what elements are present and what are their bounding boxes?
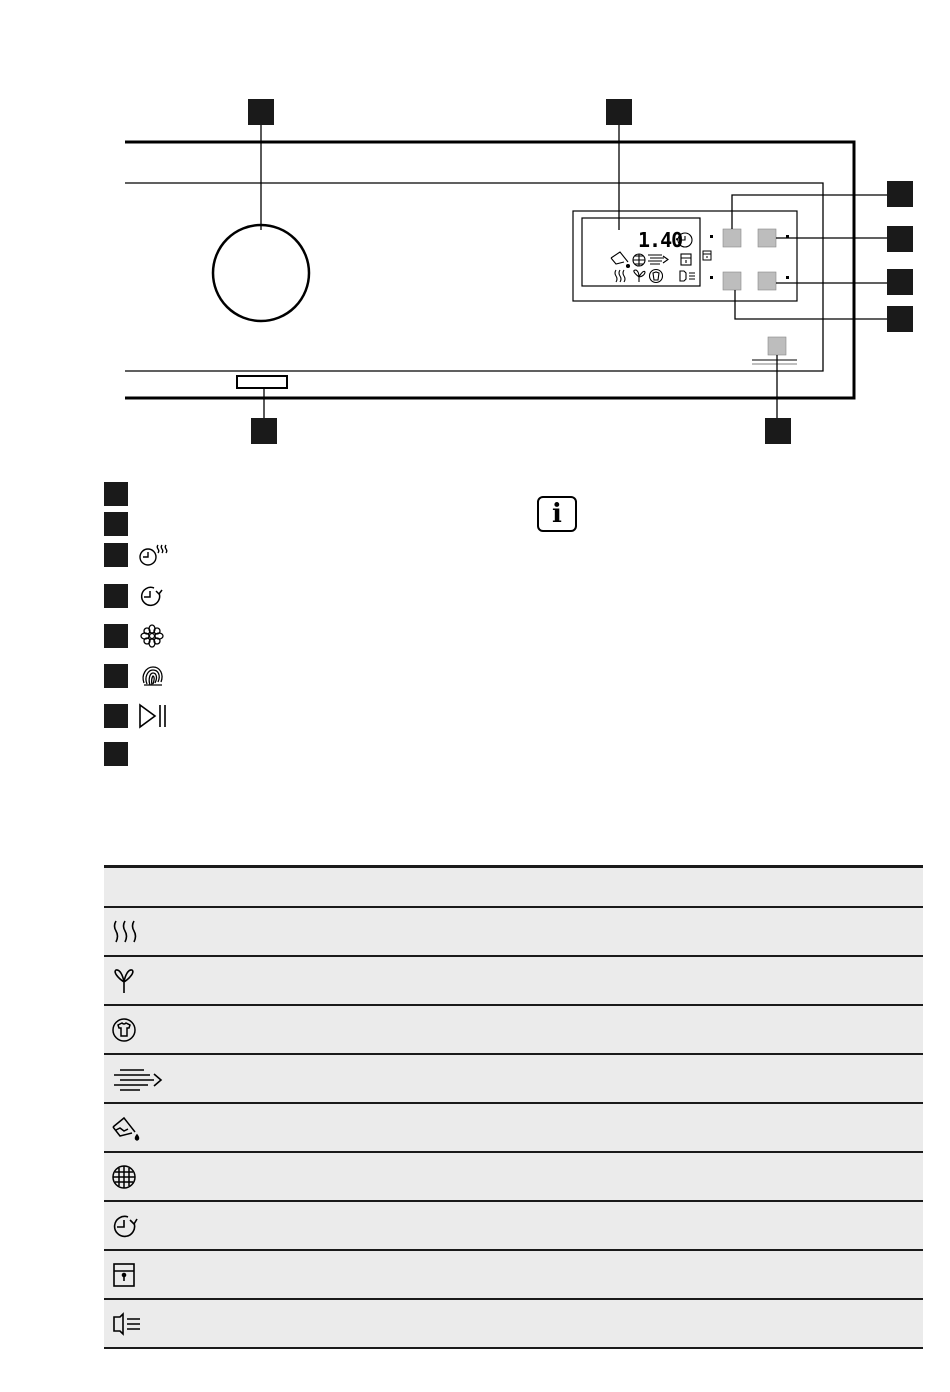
legend-number-box [104, 742, 128, 766]
legend-number-box [104, 543, 128, 567]
table-row [104, 1005, 923, 1054]
row-description [172, 907, 923, 956]
callout-bottom-left-button [887, 306, 913, 332]
display-symbols-table [104, 865, 923, 1349]
column-header-description [172, 867, 923, 908]
water-tank-icon [110, 1114, 144, 1142]
door-lock-indicator [703, 251, 711, 260]
heat-icon [110, 918, 144, 946]
touch-button-bottom-right[interactable] [758, 272, 776, 290]
touch-button-top-left[interactable] [723, 229, 741, 247]
table-row [104, 1201, 923, 1250]
row-description [172, 1201, 923, 1250]
delay-timer-icon [138, 583, 168, 609]
touch-button-top-right[interactable] [758, 229, 776, 247]
column-header-symbol [104, 867, 172, 908]
legend-number-box [104, 624, 128, 648]
row-description [172, 956, 923, 1005]
table-row [104, 907, 923, 956]
program-knob[interactable] [213, 225, 309, 321]
callout-on-off-button [765, 418, 791, 444]
legend-number-box [104, 482, 128, 506]
row-description [172, 1005, 923, 1054]
on-off-button[interactable] [768, 337, 786, 355]
table-row [104, 1152, 923, 1201]
callout-top-right-button [887, 226, 913, 252]
delay-timer-icon [110, 1212, 144, 1240]
fan-icon [110, 967, 144, 995]
legend-number-box [104, 512, 128, 536]
indicator-dots [710, 235, 789, 279]
table-row [104, 1299, 923, 1348]
row-description [172, 1152, 923, 1201]
callout-lines [261, 122, 890, 420]
control-panel-diagram [0, 0, 950, 460]
legend-number-box [104, 584, 128, 608]
callout-knob [248, 99, 274, 125]
airflow-icon [110, 1065, 166, 1093]
row-description [172, 1103, 923, 1152]
callout-top-left-button [887, 181, 913, 207]
touch-button-bottom-left[interactable] [723, 272, 741, 290]
table-row [104, 1103, 923, 1152]
flower-icon [138, 623, 168, 649]
fingerprint-icon [138, 663, 168, 689]
table-row [104, 956, 923, 1005]
door-button[interactable] [237, 376, 287, 388]
row-description [172, 1299, 923, 1348]
play-pause-icon [138, 703, 168, 729]
info-icon: i [537, 496, 577, 532]
table-row [104, 1250, 923, 1299]
sound-icon [110, 1310, 144, 1338]
shirt-icon [110, 1016, 144, 1044]
legend-number-box [104, 704, 128, 728]
table-row [104, 1054, 923, 1103]
callout-door-button [251, 418, 277, 444]
callout-bottom-right-button [887, 269, 913, 295]
grid-icon [110, 1163, 144, 1191]
door-lock-icon [110, 1261, 144, 1289]
row-description [172, 1054, 923, 1103]
timer-heat-icon [138, 542, 168, 568]
row-description [172, 1250, 923, 1299]
display-time: 1.40 [638, 228, 683, 252]
table-header-row [104, 867, 923, 908]
legend-number-box [104, 664, 128, 688]
callout-display [606, 99, 632, 125]
